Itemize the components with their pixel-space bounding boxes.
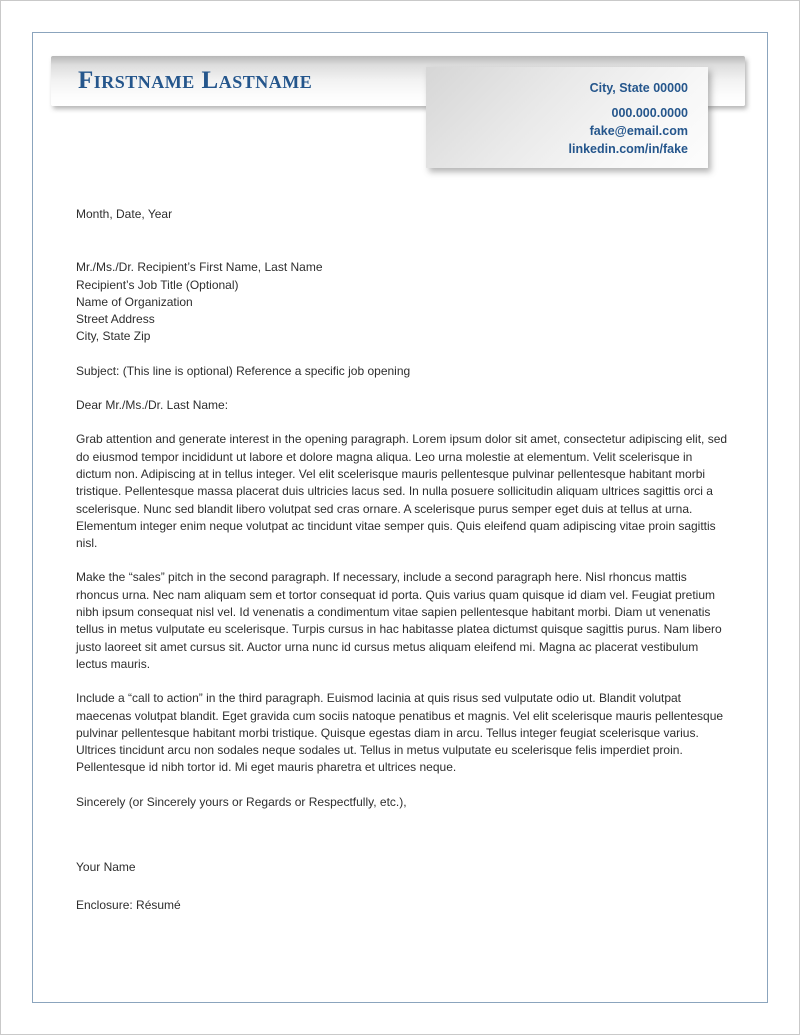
salutation-line: Dear Mr./Ms./Dr. Last Name:: [76, 398, 229, 413]
applicant-name: Firstname Lastname: [78, 67, 313, 94]
recipient-name: Mr./Ms./Dr. Recipient’s First Name, Last Name: [76, 260, 323, 275]
subject-line: Subject: (This line is optional) Reference a specific job opening: [76, 363, 411, 378]
sales-pitch-paragraph: Make the “sales” pitch in the second paragraph. If necessary, include a second paragraph here. Nisl rhoncus mattis rhoncus urna. Nec nam aliquam sem et tortor consequat id porta. Quis varius quam quisque id diam vel. Feugiat pretium nibh ipsum consequat nisl vel. Id venenatis a condimentum vitae sapien pellentesque habitant morbi. Diam ut venenatis tellus in metus vulputate eu scelerisque. Turpis cursus in hac habitasse platea dictumst quisque sagittis purus. Nam libero justo laoreet sit amet cursus sit. Auctor urna nunc id cursus metus aliquam eleifend mi. Magna ac placerat vestibulum lectus mauris.: [76, 570, 722, 671]
contact-card: [426, 67, 708, 168]
contact-phone: 000.000.0000: [611, 106, 688, 120]
contact-lines: [426, 104, 688, 158]
contact-email[interactable]: fake@email.com: [589, 124, 688, 138]
recipient-job-title: Recipient’s Job Title (Optional): [76, 277, 239, 292]
recipient-street-address: Street Address: [76, 312, 155, 327]
enclosure-line: Enclosure: Résumé: [76, 898, 181, 913]
contact-location: City, State 00000: [589, 81, 688, 95]
recipient-city-state-zip: City, State Zip: [76, 329, 151, 344]
call-to-action-paragraph: Include a “call to action” in the third paragraph. Euismod lacinia at quis risus sed vulputate odio ut. Blandit volutpat maecenas volutpat blandit. Eget gravida cum sociis natoque penatibus et magnis. Vel elit scelerisque mauris pellentesque pulvinar pellentesque habitant morbi tristique. Quisque egestas diam in arcu. Tellus integer feugiat scelerisque varius. Ultrices tincidunt arcu non sodales neque sodales ut. Tellus in metus vulputate eu scelerisque felis imperdiet proin. Pellentesque id nibh tortor id. Mi eget mauris pharetra et ultrices neque.: [76, 691, 724, 775]
letter-body: [76, 206, 728, 915]
recipient-block: [76, 259, 728, 345]
date-line: Month, Date, Year: [76, 207, 173, 221]
opening-paragraph: Grab attention and generate interest in the opening paragraph. Lorem ipsum dolor sit amet, consectetur adipiscing elit, sed do eiusmod tempor incididunt ut labore et dolore magna aliqua. Leo urna molestie at elementum. Velit scelerisque in dictum non. Adipiscing at in tellus integer. Vel elit scelerisque mauris pellentesque pulvinar pellentesque habitant morbi tristique. Pellentesque massa placerat duis ultricies lacus sed. In nulla posuere sollicitudin aliquam ultrices sagittis orci a scelerisque. Nunc sed blandit libero volutpat sed cras ornare. A scelerisque purus semper eget duis at tellus at urna. Elementum integer enim neque volutpat ac tincidunt vitae semper quis. Quis eleifend quam adipiscing vitae proin sagittis nisl.: [76, 432, 728, 551]
signature-name: Your Name: [76, 860, 136, 875]
recipient-organization: Name of Organization: [76, 294, 193, 309]
contact-linkedin[interactable]: linkedin.com/in/fake: [568, 142, 688, 156]
closing-line: Sincerely (or Sincerely yours or Regards or Respectfully, etc.),: [76, 794, 407, 809]
